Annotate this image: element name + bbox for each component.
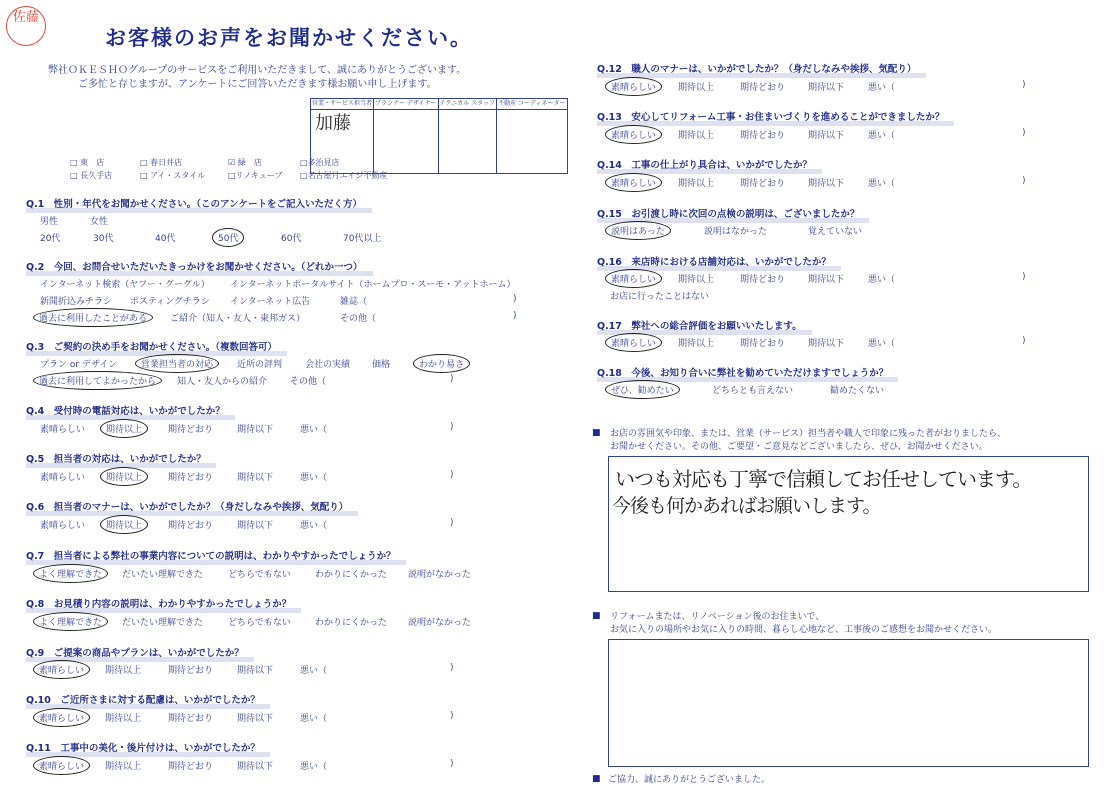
q7-option-none[interactable]: 説明がなかった [408, 570, 472, 580]
q2-option-portal[interactable]: インターネットポータルサイト（ホームプロ・スーモ・アットホーム） [230, 280, 516, 290]
q5-rating-as-expected[interactable]: 期待どおり [168, 473, 214, 483]
q4-title: Q.4 受付時の電話対応は、いかがでしたか？ [26, 403, 225, 417]
q4-rating-as-expected[interactable]: 期待どおり [168, 425, 214, 435]
store-checkbox-midori[interactable]: ☑ 緑 店 [228, 158, 262, 167]
q17-rating-bad[interactable]: 悪い（ [868, 339, 896, 349]
q3-option-reputation[interactable]: 近所の評判 [237, 360, 283, 370]
q13-rating-below[interactable]: 期待以下 [808, 131, 845, 141]
q9-bad-close: ) [450, 663, 454, 673]
q15-title: Q.15 お引渡し時に次回の点検の説明は、ございましたか？ [597, 206, 859, 220]
q13-rating-bad[interactable]: 悪い（ [868, 131, 896, 141]
q2-option-search[interactable]: インターネット検索（ヤフー・グーグル） [40, 280, 210, 290]
q11-rating-bad[interactable]: 悪い（ [300, 762, 328, 772]
q10-bad-close: ) [450, 711, 454, 721]
q18-title: Q.18 今後、お知り合いに弊社を勧めていただけますでしょうか？ [597, 365, 888, 379]
q14-rating-as-expected[interactable]: 期待どおり [740, 179, 786, 189]
q13-rating-excellent-selected[interactable]: 素晴らしい [605, 125, 662, 144]
q4-rating-bad[interactable]: 悪い（ [300, 425, 328, 435]
q17-rating-below[interactable]: 期待以下 [808, 339, 845, 349]
q4-rating-below[interactable]: 期待以下 [237, 425, 274, 435]
q16-rating-below[interactable]: 期待以下 [808, 275, 845, 285]
q14-rating-below[interactable]: 期待以下 [808, 179, 845, 189]
q2-option-other[interactable]: その他（ [340, 314, 377, 324]
comment1-answer-line-1: いつも対応も丁寧で信頼してお任せしています。 [615, 467, 1032, 491]
store-checkbox-istyle[interactable]: □ アイ・スタイル [140, 171, 206, 180]
q17-rating-above[interactable]: 期待以上 [678, 339, 715, 349]
q10-rating-below[interactable]: 期待以下 [237, 714, 274, 724]
comment1-textarea[interactable] [608, 456, 1089, 592]
staff-value-realestate[interactable] [497, 110, 567, 174]
q12-rating-excellent-selected[interactable]: 素晴らしい [605, 77, 662, 96]
q17-bad-close: ) [1022, 336, 1026, 346]
q2-other-close: ) [513, 311, 517, 321]
comment1-marker-icon: ■ [592, 428, 601, 438]
store-checkbox-nagakute[interactable]: □ 長久手店 [70, 171, 113, 180]
q9-rating-as-expected[interactable]: 期待どおり [168, 666, 214, 676]
q3-option-past-good-selected[interactable]: 過去に利用してよかったから [33, 371, 162, 390]
q5-rating-excellent[interactable]: 素晴らしい [40, 473, 86, 483]
q12-title: Q.12 職人のマナーは、いかがでしたか？（身だしなみや挨拶、気配り） [597, 61, 916, 75]
q4-bad-close: ) [450, 422, 454, 432]
q2-title: Q.2 今回、お問合せいただいたきっかけをお聞かせください。（どれか一つ） [26, 259, 363, 273]
q8-option-understood-selected[interactable]: よく理解できた [33, 612, 108, 631]
staff-table [310, 98, 568, 174]
q12-rating-above[interactable]: 期待以上 [678, 83, 715, 93]
q13-title: Q.13 安心してリフォーム工事・お住まいづくりを進めることができましたか？ [597, 109, 944, 123]
q6-rating-below[interactable]: 期待以下 [237, 521, 274, 531]
staff-header-planner: プランナー デザイナー [374, 99, 439, 110]
q17-title: Q.17 弊社への総合評価をお願いいたします。 [597, 318, 802, 332]
q13-bad-close: ) [1022, 128, 1026, 138]
q2-option-web-ad[interactable]: インターネット広告 [230, 297, 311, 307]
q1-gender-female[interactable]: 女性 [90, 217, 109, 227]
q12-rating-below[interactable]: 期待以下 [808, 83, 845, 93]
page-title: お客様のお声をお聞かせください。 [105, 26, 473, 50]
q6-rating-as-expected[interactable]: 期待どおり [168, 521, 214, 531]
q14-bad-close: ) [1022, 176, 1026, 186]
q12-bad-close: ) [1022, 80, 1026, 90]
q7-option-neutral[interactable]: どちらでもない [228, 570, 291, 580]
q12-rating-bad[interactable]: 悪い（ [868, 83, 896, 93]
q3-option-record[interactable]: 会社の実績 [305, 360, 351, 370]
q8-option-neutral[interactable]: どちらでもない [228, 618, 291, 628]
q6-title: Q.6 担当者のマナーは、いかがでしたか？（身だしなみや挨拶、気配り） [26, 499, 348, 513]
q6-bad-close: ) [450, 518, 454, 528]
q17-rating-as-expected[interactable]: 期待どおり [740, 339, 786, 349]
q16-rating-above[interactable]: 期待以上 [678, 275, 715, 285]
q2-magazine-close: ) [513, 294, 517, 304]
comment2-marker-icon: ■ [592, 611, 601, 621]
q9-rating-below[interactable]: 期待以下 [237, 666, 274, 676]
q8-option-unclear[interactable]: わかりにくかった [315, 618, 388, 628]
q14-rating-excellent-selected[interactable]: 素晴らしい [605, 173, 662, 192]
q6-rating-excellent[interactable]: 素晴らしい [40, 521, 86, 531]
q16-rating-excellent-selected[interactable]: 素晴らしい [605, 269, 662, 288]
q3-option-friend-referral[interactable]: 知人・友人からの紹介 [177, 377, 268, 387]
q2-option-posting[interactable]: ポスティングチラシ [130, 297, 210, 307]
comment1-prompt-line-1: お店の雰囲気や印象、または、営業（サービス）担当者や職人で印象に残った者がおりましたら、 [610, 429, 1007, 439]
intro-line-2: ご多忙と存じますが、アンケートにご回答いただきます様お願い申し上げます。 [78, 79, 437, 90]
q14-title: Q.14 工事の仕上がり具合は、いかがでしたか？ [597, 157, 812, 171]
q7-title: Q.7 担当者による弊社の事業内容についての説明は、わかりやすかったでしょうか？ [26, 548, 396, 562]
q8-option-none[interactable]: 説明がなかった [408, 618, 472, 628]
q11-rating-above[interactable]: 期待以上 [105, 762, 142, 772]
q3-title: Q.3 ご契約の決め手をお聞かせください。（複数回答可） [26, 339, 277, 353]
q17-rating-excellent-selected[interactable]: 素晴らしい [605, 333, 662, 352]
q15-option-explained-selected[interactable]: 説明はあった [605, 221, 671, 240]
staff-value-planner[interactable] [374, 110, 439, 174]
q4-rating-excellent[interactable]: 素晴らしい [40, 425, 86, 435]
q16-rating-as-expected[interactable]: 期待どおり [740, 275, 786, 285]
store-checkbox-kasugai[interactable]: □ 春日井店 [140, 158, 183, 167]
q8-option-mostly[interactable]: だいたい理解できた [122, 618, 204, 628]
q3-option-clarity-selected[interactable]: わかり易さ [413, 354, 470, 373]
staff-header-sales: 営業・サービス担当者 [311, 99, 374, 110]
q5-bad-close: ) [450, 470, 454, 480]
q9-rating-bad[interactable]: 悪い（ [300, 666, 328, 676]
q1-age-40s[interactable]: 40代 [155, 234, 176, 244]
q7-option-understood-selected[interactable]: よく理解できた [33, 564, 108, 583]
q3-option-price[interactable]: 価格 [372, 360, 391, 370]
q3-other-close: ) [450, 374, 454, 384]
q16-rating-bad[interactable]: 悪い（ [868, 275, 896, 285]
q8-title: Q.8 お見積り内容の説明は、わかりやすかったでしょうか？ [26, 596, 291, 610]
q15-option-not-explained[interactable]: 説明はなかった [704, 227, 768, 237]
staff-value-sales[interactable]: 加藤 [311, 110, 374, 174]
q13-rating-as-expected[interactable]: 期待どおり [740, 131, 786, 141]
q18-option-recommend-selected[interactable]: ぜひ、勧めたい [605, 380, 680, 399]
q2-option-past-user-selected[interactable]: 過去に利用したことがある [33, 308, 153, 327]
q5-rating-above-selected[interactable]: 期待以上 [100, 467, 148, 486]
q14-rating-bad[interactable]: 悪い（ [868, 179, 896, 189]
q1-age-70s[interactable]: 70代以上 [343, 234, 382, 244]
q16-title: Q.16 来店時における店舗対応は、いかがでしたか？ [597, 254, 831, 268]
q1-title: Q.1 性別・年代をお聞かせください。（このアンケートをご記入いただく方） [26, 196, 362, 210]
q6-rating-bad[interactable]: 悪い（ [300, 521, 328, 531]
q11-rating-as-expected[interactable]: 期待どおり [168, 762, 214, 772]
q15-option-dont-remember[interactable]: 覚えていない [808, 227, 863, 237]
store-checkbox-nagoya[interactable]: □名古屋月エイジ不動産 [300, 171, 388, 180]
q2-option-magazine[interactable]: 雑誌（ [340, 297, 368, 307]
q10-rating-above[interactable]: 期待以上 [105, 714, 142, 724]
q11-bad-close: ) [450, 759, 454, 769]
q6-rating-above-selected[interactable]: 期待以上 [100, 515, 148, 534]
q1-age-50s-selected[interactable]: 50代 [212, 228, 244, 247]
name-seal-stamp: 佐藤 [6, 6, 46, 46]
comment1-answer-line-2: 今後も何かあればお願いします。 [612, 495, 881, 517]
q10-rating-as-expected[interactable]: 期待どおり [168, 714, 214, 724]
q9-title: Q.9 ご提案の商品やプランは、いかがでしたか？ [26, 645, 244, 659]
q3-option-sales-rep-selected[interactable]: 営業担当者の対応 [135, 354, 219, 373]
q16-bad-close: ) [1022, 272, 1026, 282]
q2-option-newspaper[interactable]: 新聞折込みチラシ [40, 297, 113, 307]
q12-rating-as-expected[interactable]: 期待どおり [740, 83, 786, 93]
q10-rating-bad[interactable]: 悪い（ [300, 714, 328, 724]
q18-option-neutral[interactable]: どちらとも言えない [712, 386, 794, 396]
footer-marker-icon: ■ [592, 774, 601, 784]
store-checkbox-renocube[interactable]: □リノキューブ [228, 171, 283, 180]
comment1-prompt-line-2: お聞かせください。その他、ご要望・ご意見などございましたら、ぜひ、お聞かせください。 [610, 442, 988, 452]
comment2-textarea[interactable] [608, 639, 1089, 767]
q1-age-60s[interactable]: 60代 [281, 234, 302, 244]
footer-thanks: ご協力、誠にありがとうございました。 [608, 775, 771, 785]
intro-line-1: 弊社ＯＫＥＳＨＯグループのサービスをご利用いただきまして、誠にありがとうございます。 [48, 65, 467, 76]
q10-title: Q.10 ご近所さまに対する配慮は、いかがでしたか？ [26, 692, 260, 706]
q1-gender-male[interactable]: 男性 [40, 217, 59, 227]
store-checkbox-higashi[interactable]: □ 東 店 [70, 158, 105, 167]
q3-option-other[interactable]: その他（ [290, 377, 327, 387]
q14-rating-above[interactable]: 期待以上 [678, 179, 715, 189]
q1-age-30s[interactable]: 30代 [93, 234, 114, 244]
store-checkbox-tajimi[interactable]: □多治見店 [300, 158, 340, 167]
q7-option-mostly[interactable]: だいたい理解できた [122, 570, 204, 580]
q5-title: Q.5 担当者の対応は、いかがでしたか？ [26, 451, 206, 465]
q7-option-unclear[interactable]: わかりにくかった [315, 570, 388, 580]
q5-rating-below[interactable]: 期待以下 [237, 473, 274, 483]
q5-rating-bad[interactable]: 悪い（ [300, 473, 328, 483]
comment2-prompt-line-1: リフォームまたは、リノベーション後のお住まいで、 [610, 612, 825, 622]
q11-title: Q.11 工事中の美化・後片付けは、いかがでしたか？ [26, 740, 260, 754]
q10-rating-excellent-selected[interactable]: 素晴らしい [33, 708, 90, 727]
q2-option-referral[interactable]: ご紹介（知人・友人・東邦ガス） [170, 314, 306, 324]
staff-value-technical[interactable] [438, 110, 497, 174]
q16-option-never-visited[interactable]: お店に行ったことはない [610, 292, 710, 302]
q18-option-not-recommend[interactable]: 勧めたくない [830, 386, 885, 396]
q3-option-plan[interactable]: プラン or デザイン [40, 360, 118, 370]
staff-header-technical: テクニカル スタッフ [438, 99, 497, 110]
comment2-prompt-line-2: お気に入りの場所やお気に入りの時間、暮らし心地など、工事後のご感想をお聞かせください。 [610, 625, 998, 635]
q9-rating-above[interactable]: 期待以上 [105, 666, 142, 676]
q1-age-20s[interactable]: 20代 [40, 234, 61, 244]
q11-rating-excellent-selected[interactable]: 素晴らしい [33, 756, 90, 775]
staff-header-realestate: 不動産 コーディネーター [497, 99, 567, 110]
q4-rating-above-selected[interactable]: 期待以上 [100, 419, 148, 438]
q11-rating-below[interactable]: 期待以下 [237, 762, 274, 772]
q9-rating-excellent-selected[interactable]: 素晴らしい [33, 660, 90, 679]
q13-rating-above[interactable]: 期待以上 [678, 131, 715, 141]
